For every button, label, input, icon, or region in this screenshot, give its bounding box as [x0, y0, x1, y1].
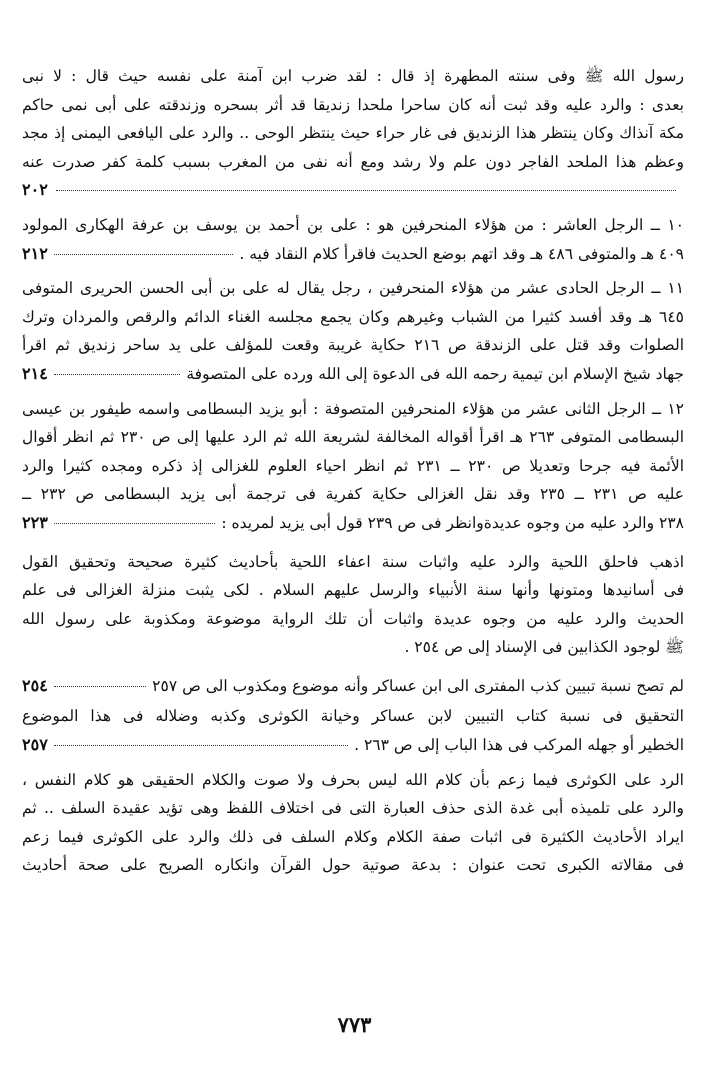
text-line: ٦٤٥ هـ وقد أفسد كثيرا من الشباب وغيرهم وكان يجمع مجلسه الغناء الدائم والرقص والمردان وترك	[22, 307, 684, 326]
text-line: اذهب فاحلق اللحية والرد عليه واثبات سنة اعفاء اللحية بأحاديث كثيرة صحيحة وتحقيق القول	[22, 552, 684, 571]
text-line: ﷺ لوجود الكذابين فى الإسناد إلى ص ٢٥٤ .	[404, 638, 684, 657]
leader-dots	[54, 254, 234, 255]
page-reference-row	[22, 360, 684, 389]
leader-dots	[54, 374, 181, 375]
text-line: فى مقالاته الكبرى تحت عنوان : بدعة صوتية حول القرآن وانكاره الصريح على صحة أحاديث	[22, 856, 684, 875]
text-line: البسطامى المتوفى ٢٦٣ هـ اقرأ أقواله المخالفة لشريعة الله ثم الرد عليها إلى ص ٢٣٠ ثم انظر أقوال	[22, 428, 684, 447]
page-number-ref: ٢١٤	[22, 363, 48, 383]
text-line: الصلوات وقد قتل على الزندقة ص ٢١٦ حكاية غريبة وقعت للمؤلف على يد ساحر زنديق ثم اقرأ	[22, 336, 684, 355]
entry-tabyin-attribution	[22, 672, 684, 701]
page-number-ref: ٢٢٣	[22, 512, 48, 532]
page-number-ref: ٢١٢	[22, 243, 48, 263]
page-reference-row	[22, 176, 684, 205]
page-reference-row	[22, 731, 684, 760]
text-line: التحقيق فى نسبة كتاب التبيين لابن عساكر وخيانة الكوثرى وكذبه وضلاله فى هذا الموضوع	[22, 707, 684, 726]
text-line: ايراد الأحاديث الكثيرة فى اثبات صفة الكلام وكلام السلف فى ذلك والرد على الكوثرى فيما زعم	[22, 827, 684, 846]
page-folio-number: ٧٧٣	[337, 1012, 372, 1037]
leader-dots	[54, 686, 146, 687]
entry-beard-hadith	[22, 548, 684, 662]
page-number-ref: ٢٠٢	[22, 180, 48, 200]
entry-eleventh-man	[22, 274, 684, 388]
text-line: ٤٠٩ هـ والمتوفى ٤٨٦ هـ وقد اتهم بوضع الحديث فاقرأ كلام النقاد فيه .	[239, 244, 684, 263]
text-line: الخطير أو جهله المركب فى هذا الباب إلى ص ٢٦٣ .	[354, 736, 684, 755]
text-line: الحديث والرد عليه من وجوه عديدة واثبات أن تلك الرواية موضوعة ومكذوبة على رسول الله	[22, 609, 684, 628]
page-reference-row	[22, 240, 684, 269]
text-line: والرد على تلميذه أبى غدة الذى حذف العبارة التى فى اختلاف اللفظ وهى تؤيد عقيدة السلف .. ثم	[22, 799, 684, 818]
text-line: جهاد شيخ الإسلام ابن تيمية رحمه الله فى الدعوة إلى الله ورده على المتصوفة	[186, 364, 684, 383]
text-line: مكة آنذاك وكان ينتظر هذا الزنديق فى غار حراء حيث ينتظر الوحى .. والرد على اليافعى اليمنى إذ مجد	[22, 124, 684, 143]
page-number-ref: ٢٥٧	[22, 735, 48, 755]
text-line: عليه ص ٢٣١ ــ ٢٣٥ وقد نقل الغزالى حكاية كفرية فى ترجمة أبى يزيد البسطامى ص ٢٣٢ ــ	[22, 485, 684, 504]
text-line: ٢٣٨ والرد عليه من وجوه عديدةوانظر فى ص ٢٣٩ قول أبى يزيد لمريده :	[221, 513, 684, 532]
text-line: لم تصح نسبة تبيين كذب المفترى الى ابن عساكر وأنه موضوع ومكذوب الى ص ٢٥٧	[152, 676, 684, 695]
leader-dots	[54, 523, 216, 524]
text-line: الرد على الكوثرى فيما زعم بأن كلام الله ليس بحرف ولا صوت والكلام الحقيقى هو كلام النفس ،	[22, 770, 684, 789]
entry-tenth-man	[22, 211, 684, 268]
page-reference-row	[22, 672, 684, 701]
entry-kalam-allah	[22, 766, 684, 880]
text-line: ١٢ ــ الرجل الثانى عشر من هؤلاء المنحرفين المتصوفة : أبو يزيد البسطامى واسمه طيفور بن عيسى	[22, 399, 684, 418]
text-line: ١١ ــ الرجل الحادى عشر من هؤلاء المنحرفين ، رجل يقال له على بن أبى الحسن الحريرى المتوفى	[22, 279, 684, 298]
text-line: رسول الله ﷺ وفى سنته المطهرة إذ قال : لقد ضرب ابن آمنة على نفسه حيث قال : لا نبى	[22, 67, 684, 85]
text-line: وعظم هذا الملحد الفاجر دون علم ولا رشد ومع أنه نفى من المغرب بسبب كلمة كفر صدرت عنه	[22, 152, 684, 171]
index-page-body	[22, 62, 684, 880]
page-reference-row	[22, 509, 684, 538]
entry-abu-numay-sorcerer	[22, 62, 684, 205]
text-line: فى أسانيدها ومتونها وأنها سنة الأنبياء والرسل عليهم السلام . لكى يثبت منزلة الغزالى فى علم	[22, 581, 684, 600]
text-line: ١٠ ــ الرجل العاشر : من هؤلاء المنحرفين هو : على بن أحمد بن يوسف بن عرفة الهكارى المولود	[22, 215, 684, 234]
entry-kawthari-tabyin	[22, 702, 684, 759]
leader-dots	[54, 745, 348, 746]
leader-dots	[56, 190, 676, 191]
page-number-ref: ٢٥٤	[22, 675, 48, 695]
entry-twelfth-man	[22, 395, 684, 538]
text-line: الأئمة فيه جرحا وتعديلا ص ٢٣٠ ــ ٢٣١ ثم انظر احياء العلوم للغزالى إذ ذكره ومجده كثيرا والرد	[22, 456, 684, 475]
text-line: بعدى : والرد عليه وقد ثبت أنه كان ساحرا ملحدا زنديقا قد أثر بسحره وزندقته على أبى نمى حاكم	[22, 95, 684, 114]
